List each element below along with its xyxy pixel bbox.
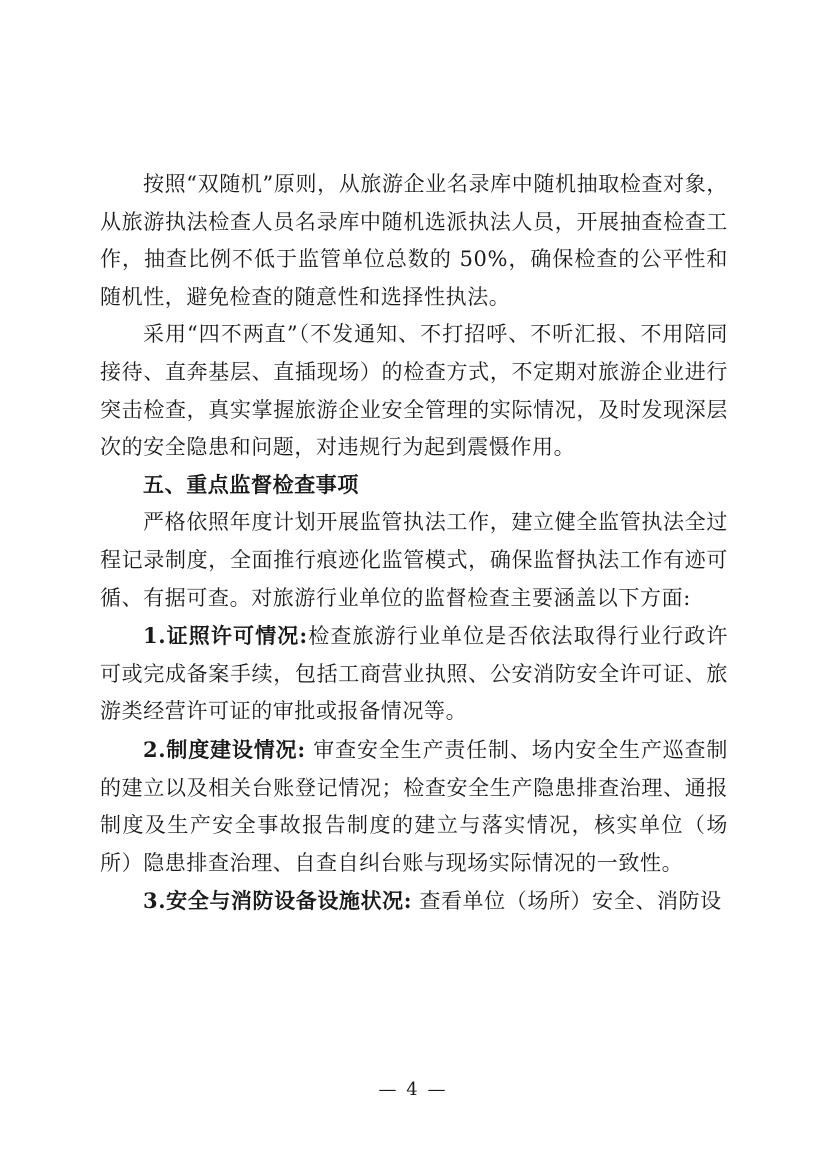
page-number: — 4 — — [378, 1079, 448, 1100]
list-item-system-building — [100, 731, 728, 882]
section-heading-5: 五、重点监督检查事项 — [143, 472, 359, 497]
list-item-text: 审查安全生产责任制、场内安全生产巡查制的建立以及相关台账登记情况；检查安全生产隐患排查治理、通报制度及生产安全事故报告制度的建立与落实情况，核实单位（场所）隐患排查治理、自查自纠台账与现场实际情况的一致性。 — [100, 737, 728, 875]
paragraph-double-random: 按照“双随机”原则，从旅游企业名录库中随机抽取检查对象，从旅游执法检查人员名录库中随机选派执法人员，开展抽查检查工作，抽查比例不低于监管单位总数的 50%，确保检查的公平性和随机性，避免检查的随意性和选择性执法。 — [100, 172, 728, 309]
list-item-lead: 2.制度建设情况: — [143, 736, 306, 762]
list-item-lead: 1.证照许可情况: — [143, 623, 308, 649]
paragraph-supervision-intro: 严格依照年度计划开展监管执法工作，建立健全监管执法全过程记录制度，全面推行痕迹化监管模式，确保监督执法工作有迹可循、有据可查。对旅游行业单位的监督检查主要涵盖以下方面: — [100, 510, 728, 610]
document-body — [100, 166, 728, 921]
list-item-text: 查看单位（场所）安全、消防设 — [412, 889, 722, 914]
list-item-license — [100, 617, 728, 731]
list-item-lead: 3.安全与消防设备设施状况: — [143, 888, 413, 914]
list-item-text: 检查旅游行业单位是否依法取得行业行政许可或完成备案手续，包括工商营业执照、公安消防安全许可证、旅游类经营许可证的审批或报备情况等。 — [100, 624, 728, 724]
list-item-safety-equipment — [100, 882, 728, 921]
paragraph-four-no-two-direct: 采用“四不两直”（不发通知、不打招呼、不听汇报、不用陪同接待、直奔基层、直插现场）的检查方式，不定期对旅游企业进行突击检查，真实掌握旅游企业安全管理的实际情况，及时发现深层次的安全隐患和问题，对违规行为起到震慑作用。 — [100, 322, 728, 460]
